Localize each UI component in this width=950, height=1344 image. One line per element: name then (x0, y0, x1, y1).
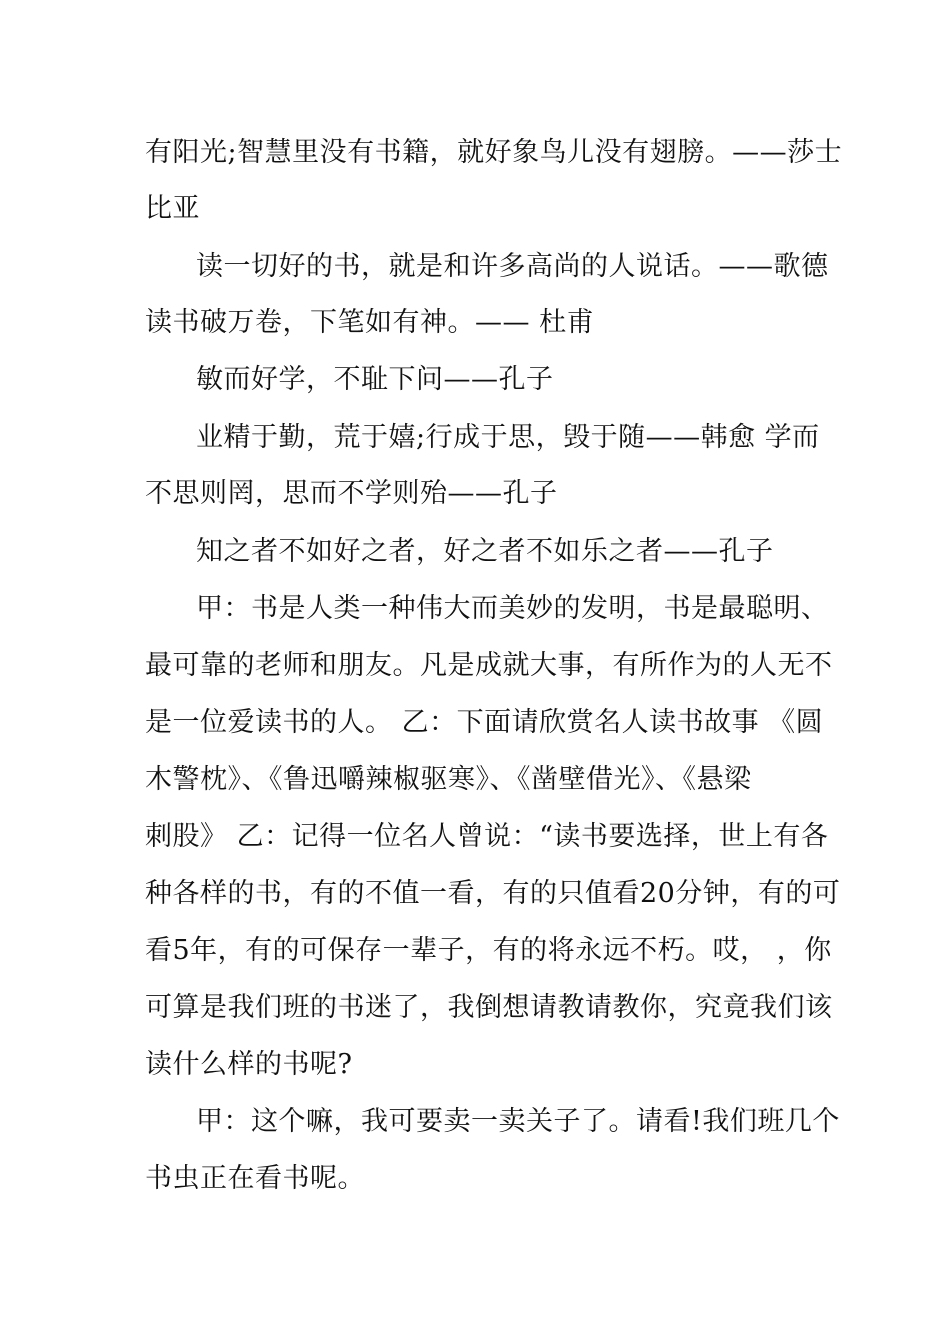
text-line: 甲：书是人类一种伟大而美妙的发明，书是最聪明、 (196, 593, 829, 624)
text-line: 可算是我们班的书迷了，我倒想请教请教你，究竟我们该 (145, 992, 833, 1023)
text-line: 敏而好学，不耻下问——孔子 (196, 364, 554, 395)
text-line: 有阳光;智慧里没有书籍，就好象鸟儿没有翅膀。——莎士 (145, 137, 843, 168)
text-line: 木警枕》、《鲁迅嚼辣椒驱寒》、《凿壁借光》、《悬梁 (145, 764, 752, 795)
text-line: 不思则罔，思而不学则殆——孔子 (145, 478, 558, 509)
text-line: 刺股》 乙：记得一位名人曾说：“读书要选择，世上有各 (145, 821, 829, 852)
text-line: 种各样的书，有的不值一看，有的只值看20分钟，有的可 (145, 878, 841, 909)
text-line: 比亚 (145, 193, 200, 224)
text-line: 业精于勤，荒于嬉;行成于思，毁于随——韩愈 学而 (196, 422, 820, 453)
text-line: 是一位爱读书的人。 乙：下面请欣赏名人读书故事 《圆 (145, 707, 824, 738)
text-line: 看5年，有的可保存一辈子，有的将永远不朽。哎， ，你 (145, 935, 832, 966)
text-line: 最可靠的老师和朋友。凡是成就大事，有所作为的人无不 (145, 650, 833, 681)
text-line: 甲：这个嘛，我可要卖一卖关子了。请看!我们班几个 (196, 1106, 840, 1137)
text-line: 书虫正在看书呢。 (145, 1163, 365, 1194)
text-line: 读一切好的书，就是和许多高尚的人说话。——歌德 (196, 251, 829, 282)
text-line: 读书破万卷，下笔如有神。—— 杜甫 (145, 307, 595, 338)
text-line: 读什么样的书呢? (145, 1049, 353, 1080)
text-line: 知之者不如好之者，好之者不如乐之者——孔子 (196, 536, 774, 567)
